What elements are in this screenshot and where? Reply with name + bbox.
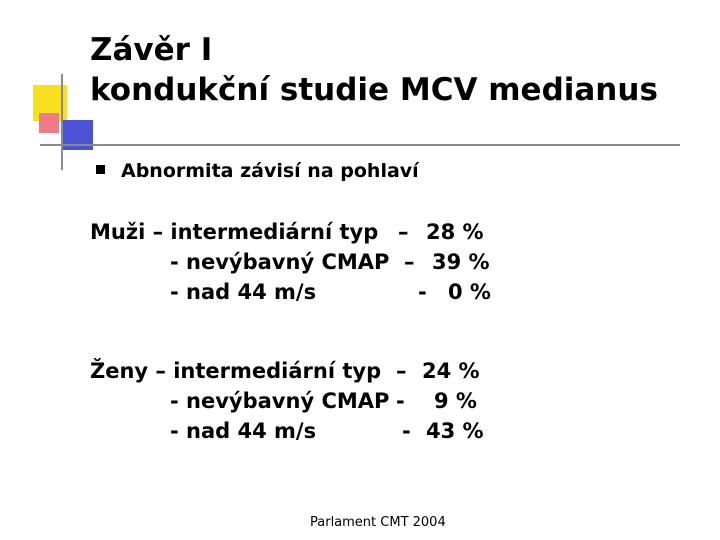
bullet-item [96, 160, 419, 182]
women-row-value: 24 % [422, 359, 480, 383]
men-row-sep: - [418, 280, 427, 304]
men-row-value: 28 % [426, 220, 484, 244]
decor-vertical-rule [61, 74, 63, 170]
women-row-label: - nad 44 m/s [170, 419, 317, 443]
women-row-sep: - [402, 419, 411, 443]
women-row-sep: – [396, 359, 407, 383]
women-row-label: Ženy – intermediární typ [90, 359, 382, 383]
bullet-text: Abnormita závisí na pohlaví [121, 160, 419, 182]
decor-horizontal-rule [40, 144, 680, 146]
women-row-value: 43 % [426, 419, 484, 443]
footer-text: Parlament CMT 2004 [310, 515, 446, 530]
slide-title [90, 30, 658, 110]
women-row-value: 9 % [434, 389, 477, 413]
women-row-sep: - [396, 389, 405, 413]
men-row-value: 0 % [448, 280, 491, 304]
men-row-label: - nad 44 m/s [170, 280, 317, 304]
square-bullet-icon [96, 165, 105, 174]
title-line-1: Závěr I [90, 32, 213, 68]
men-row-value: 39 % [432, 250, 490, 274]
men-row-sep: – [398, 220, 409, 244]
men-row-sep: – [404, 250, 415, 274]
men-row-label: Muži – intermediární typ [90, 220, 379, 244]
decor-red-square [39, 113, 59, 133]
men-row-label: - nevýbavný CMAP [170, 250, 390, 274]
title-line-2: kondukční studie MCV medianus [90, 72, 658, 108]
women-row-label: - nevýbavný CMAP [170, 389, 390, 413]
